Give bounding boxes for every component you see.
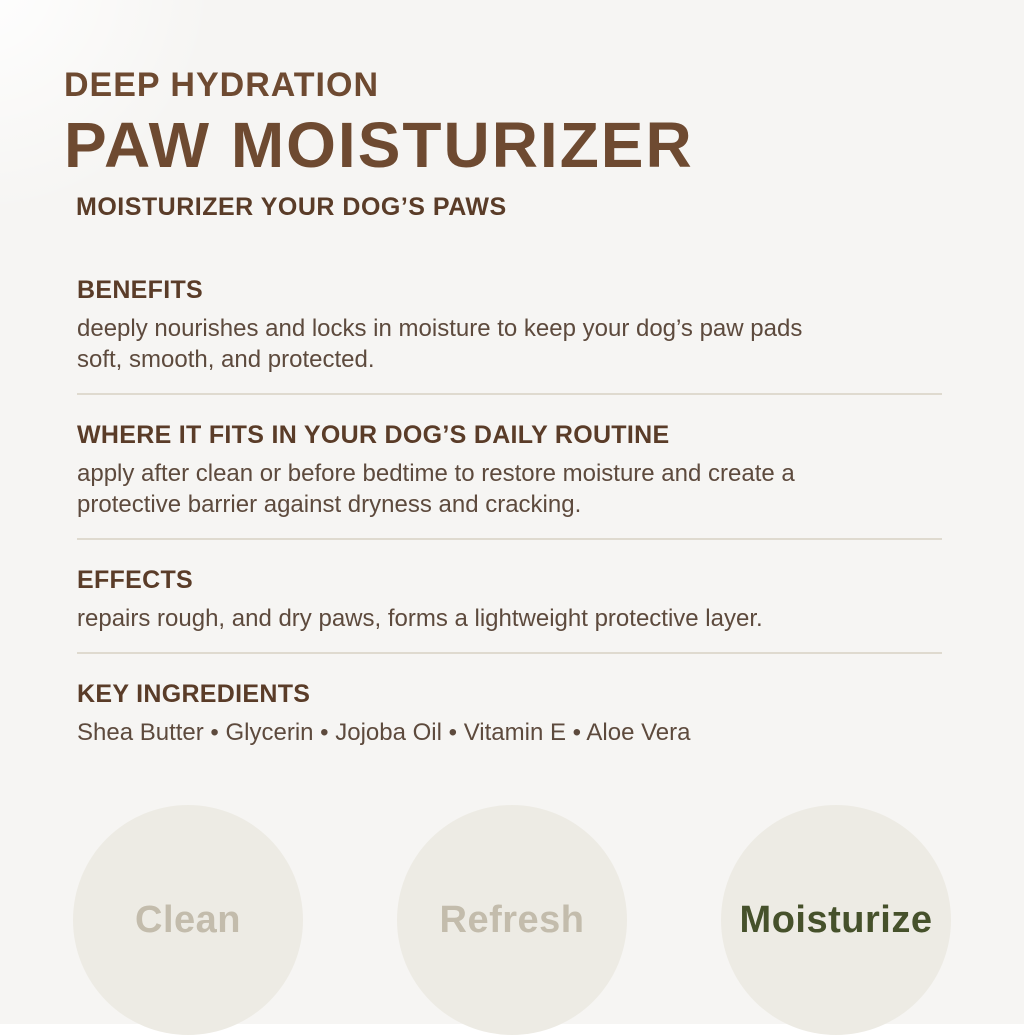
section-routine	[77, 421, 942, 520]
info-sections	[0, 222, 1024, 748]
step-circle-clean	[73, 805, 303, 1035]
divider	[77, 538, 942, 540]
section-body-line: apply after clean or before bedtime to restore moisture and create a	[77, 460, 795, 487]
process-steps	[73, 805, 1024, 1035]
product-title: PAW MOISTURIZER	[64, 109, 694, 181]
step-circle-refresh	[397, 805, 627, 1035]
section-body-line: Shea Butter • Glycerin • Jojoba Oil • Vitamin E • Aloe Vera	[77, 719, 691, 746]
section-benefits	[77, 276, 942, 375]
step-label-refresh: Refresh	[439, 898, 585, 941]
section-effects	[77, 566, 942, 634]
section-ingredients	[77, 680, 942, 748]
section-body-line: soft, smooth, and protected.	[77, 346, 375, 373]
section-body-line: repairs rough, and dry paws, forms a lightweight protective layer.	[77, 605, 763, 632]
section-heading: EFFECTS	[77, 566, 193, 594]
step-label-moisturize: Moisturize	[739, 898, 933, 941]
section-heading: BENEFITS	[77, 276, 204, 304]
eyebrow-text: DEEP HYDRATION	[64, 66, 380, 104]
divider	[77, 652, 942, 654]
section-heading: WHERE IT FITS IN YOUR DOG’S DAILY ROUTINE	[77, 421, 670, 449]
section-body-line: deeply nourishes and locks in moisture to keep your dog’s paw pads	[77, 315, 803, 342]
step-label-clean: Clean	[135, 898, 241, 941]
divider	[77, 393, 942, 395]
section-heading: KEY INGREDIENTS	[77, 680, 311, 708]
step-circle-moisturize	[721, 805, 951, 1035]
header	[0, 0, 1024, 222]
section-body-line: protective barrier against dryness and cracking.	[77, 491, 582, 518]
product-subtitle: MOISTURIZER YOUR DOG’S PAWS	[76, 193, 507, 221]
